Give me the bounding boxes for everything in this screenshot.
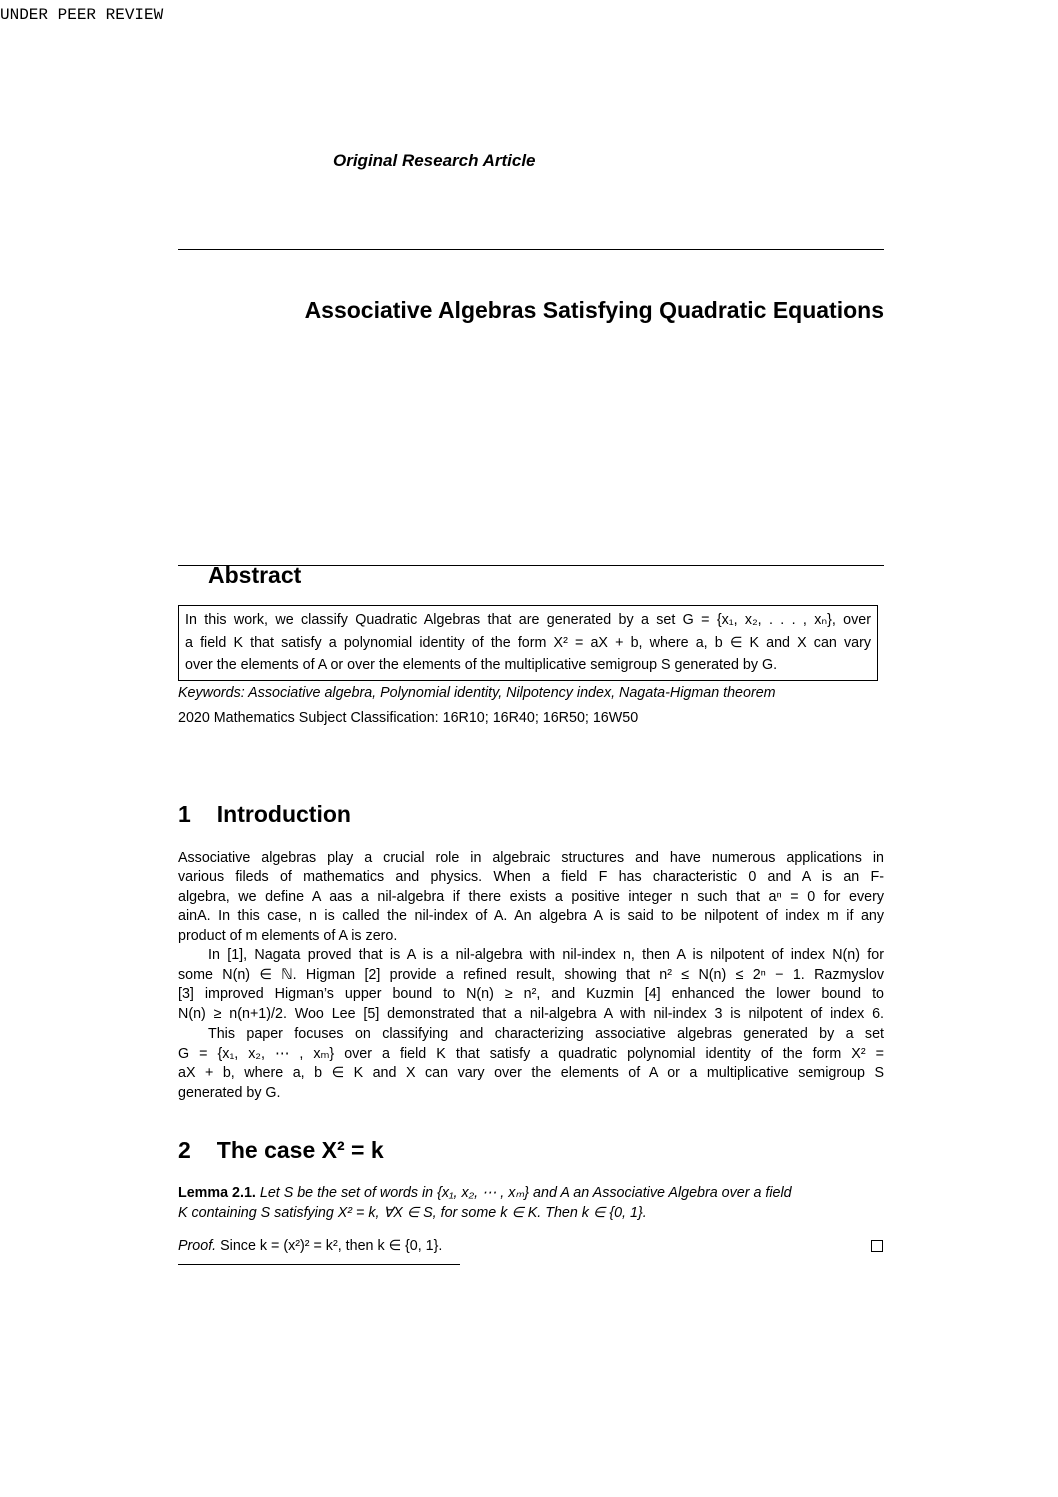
section-heading-case xyxy=(178,1137,384,1164)
qed-square-icon xyxy=(871,1240,883,1252)
paragraph-line: algebra, we define A aas a nil-algebra if there exists a positive integer n such that aⁿ = 0 for every xyxy=(178,889,884,905)
lemma-label: Lemma 2.1. xyxy=(178,1185,256,1201)
watermark: UNDER PEER REVIEW xyxy=(0,6,164,24)
lemma-line: K containing S satisfying X² = k, ∀X ∈ S, for some k ∈ K. Then k ∈ {0, 1}. xyxy=(178,1205,647,1221)
paragraph-line: N(n) ≥ n(n+1)/2. Woo Lee [5] demonstrated that a nil-algebra A with nil-index 3 is nilpotent of index 6. xyxy=(178,1006,884,1022)
lemma-text: Let S be the set of words in {x₁, x₂, ⋯ , xₘ} and A an Associative Algebra over a field xyxy=(259,1185,792,1201)
section-number: 2 xyxy=(178,1137,191,1163)
paragraph-line: Associative algebras play a crucial role in algebraic structures and have numerous applications in xyxy=(178,850,884,866)
paragraph-line: aX + b, where a, b ∈ K and X can vary over the elements of A or a multiplicative semigroup S xyxy=(178,1065,884,1081)
section-number: 1 xyxy=(178,801,191,827)
paragraph-line: some N(n) ∈ ℕ. Higman [2] provide a refined result, showing that n² ≤ N(n) ≤ 2ⁿ − 1. Razmyslov xyxy=(178,967,884,983)
paragraph-line: G = {x₁, x₂, ⋯ , xₘ} over a field K that satisfy a quadratic polynomial identity of the form X² = xyxy=(178,1046,884,1062)
abstract-line: a field K that satisfy a polynomial identity of the form X² = aX + b, where a, b ∈ K and X can vary xyxy=(185,634,871,651)
proof-label: Proof. xyxy=(178,1238,217,1254)
abstract-line: In this work, we classify Quadratic Algebras that are generated by a set G = {x₁, x₂, . . . , xₙ}, over xyxy=(185,612,871,628)
msc-classification: 2020 Mathematics Subject Classification: 16R10; 16R40; 16R50; 16W50 xyxy=(178,710,639,726)
divider xyxy=(178,249,884,250)
paragraph-line: This paper focuses on classifying and characterizing associative algebras generated by a set xyxy=(208,1026,884,1042)
paper-title: Associative Algebras Satisfying Quadratic Equations xyxy=(304,297,884,323)
section-title: Introduction xyxy=(216,801,351,827)
keywords: Keywords: Associative algebra, Polynomial identity, Nilpotency index, Nagata-Higman theorem xyxy=(178,685,776,701)
paragraph-line: In [1], Nagata proved that is A is a nil-algebra with nil-index n, then A is nilpotent of index N(n) for xyxy=(208,947,884,963)
article-type: Original Research Article xyxy=(333,151,536,170)
abstract-box xyxy=(178,605,878,681)
proof-text: Since k = (x²)² = k², then k ∈ {0, 1}. xyxy=(220,1238,443,1254)
lemma-line xyxy=(178,1184,884,1203)
footnote-rule xyxy=(178,1264,460,1265)
abstract-heading: Abstract xyxy=(208,562,302,588)
section-title: The case X² = k xyxy=(216,1137,384,1163)
paragraph-line: various fileds of mathematics and physics. When a field F has characteristic 0 and A is an F- xyxy=(178,869,884,885)
proof-line xyxy=(178,1237,884,1256)
abstract-line: over the elements of A or over the elements of the multiplicative semigroup S generated by G. xyxy=(185,657,778,673)
paragraph-line: generated by G. xyxy=(178,1085,281,1101)
paragraph-line: product of m elements of A is zero. xyxy=(178,928,398,944)
paragraph-line: [3] improved Higman’s upper bound to N(n) ≥ n², and Kuzmin [4] enhanced the lower bound to xyxy=(178,986,884,1002)
section-heading-introduction xyxy=(178,801,351,828)
paragraph-line: ainA. In this case, n is called the nil-index of A. An algebra A is said to be nilpotent of index m if any xyxy=(178,908,884,924)
